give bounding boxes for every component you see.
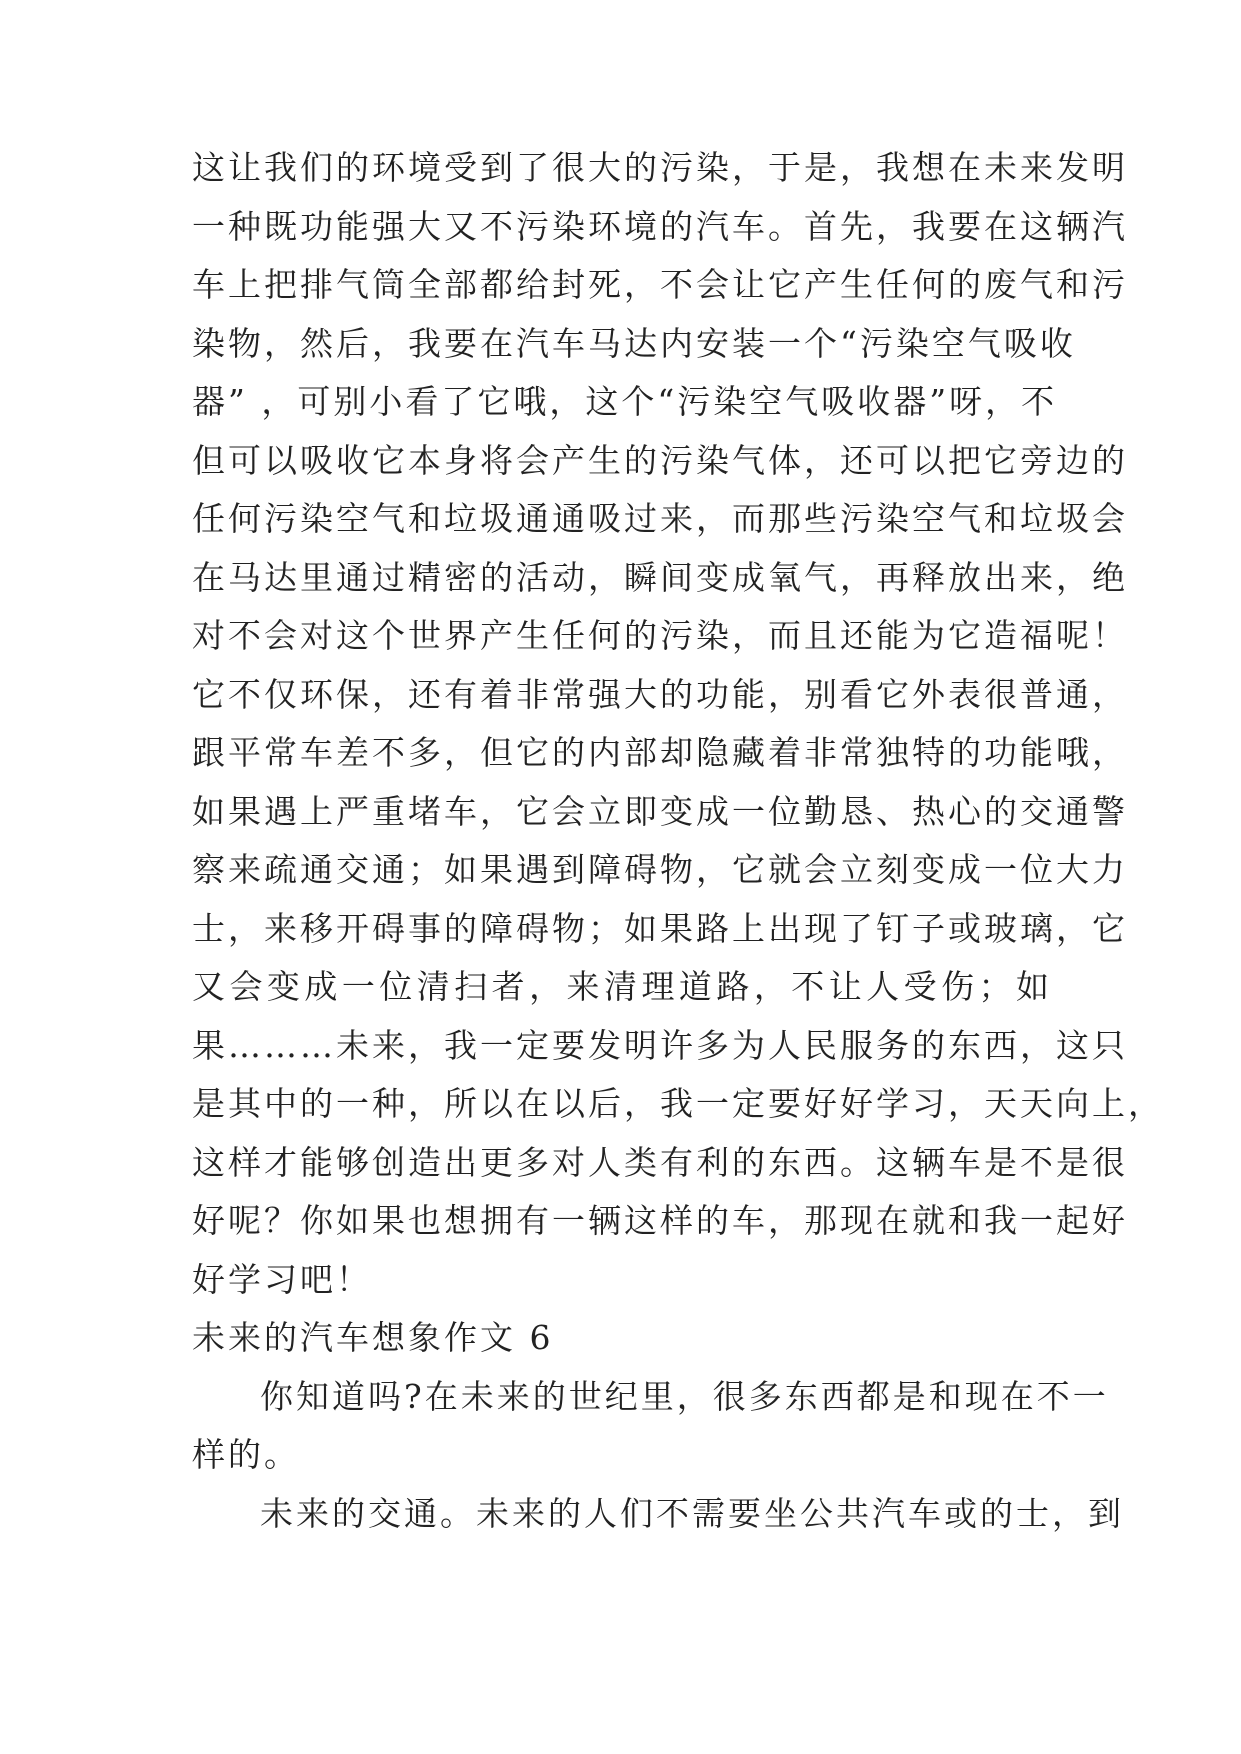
- text-line: 士，来移开碍事的障碍物；如果路上出现了钉子或玻璃，它: [192, 908, 1128, 948]
- text-line: 又会变成一位清扫者，来清理道路，不让人受伤；如: [192, 967, 1052, 1006]
- text-line: 这让我们的环境受到了很大的污染，于是，我想在未来发明: [192, 148, 1128, 187]
- text-line: 对不会对这个世界产生任何的污染，而且还能为它造福呢！: [192, 616, 1128, 655]
- text-line: 车上把排气筒全部都给封死，不会让它产生任何的废气和污: [192, 265, 1128, 304]
- text-line: 但可以吸收它本身将会产生的污染气体，还可以把它旁边的: [192, 440, 1128, 480]
- text-line: 果………未来，我一定要发明许多为人民服务的东西，这只: [192, 1025, 1128, 1065]
- text-line: 样的。: [192, 1435, 300, 1474]
- text-line: 察来疏通交通；如果遇到障碍物，它就会立刻变成一位大力: [192, 850, 1128, 889]
- text-line: 任何污染空气和垃圾通通吸过来，而那些污染空气和垃圾会: [192, 499, 1128, 538]
- text-line: 这样才能够创造出更多对人类有利的东西。这辆车是不是很: [192, 1142, 1128, 1182]
- text-line: 好呢？你如果也想拥有一辆这样的车，那现在就和我一起好: [192, 1201, 1128, 1240]
- text-line: 器” ，可别小看了它哦，这个“污染空气吸收器”呀，不: [192, 382, 1058, 421]
- text-line: 如果遇上严重堵车，它会立即变成一位勤恳、热心的交通警: [192, 791, 1128, 831]
- text-line: 染物，然后，我要在汽车马达内安装一个“污染空气吸收: [192, 323, 1076, 363]
- essay-continuation: [192, 139, 1164, 1543]
- text-line: 是其中的一种，所以在以后，我一定要好好学习，天天向上，: [192, 1084, 1164, 1123]
- paragraph-first-line: 你知道吗?在未来的世纪里，很多东西都是和现在不一: [260, 1376, 1109, 1416]
- section-heading: 未来的汽车想象作文 6: [192, 1318, 554, 1357]
- text-line: 跟平常车差不多，但它的内部却隐藏着非常独特的功能哦，: [192, 733, 1128, 772]
- text-line: 好学习吧！: [192, 1259, 372, 1299]
- paragraph-first-line: 未来的交通。未来的人们不需要坐公共汽车或的士，到: [260, 1493, 1124, 1533]
- text-line: 它不仅环保，还有着非常强大的功能，别看它外表很普通，: [192, 674, 1128, 714]
- text-line: 在马达里通过精密的活动，瞬间变成氧气，再释放出来，绝: [192, 557, 1128, 597]
- text-line: 一种既功能强大又不污染环境的汽车。首先，我要在这辆汽: [192, 206, 1128, 246]
